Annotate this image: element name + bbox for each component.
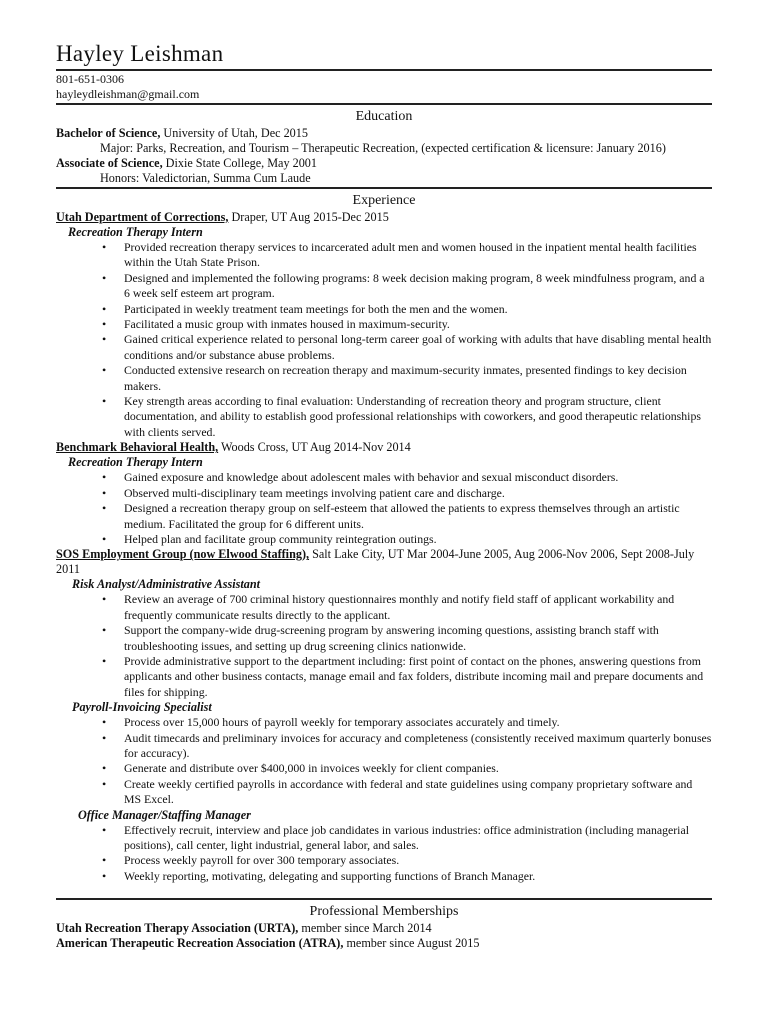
membership-detail: member since August 2015 <box>343 936 480 951</box>
job-bullet-list <box>56 470 712 547</box>
job-bullet-list <box>56 240 712 440</box>
job-bullet: • Designed and implemented the following programs: 8 week decision making program, 8 week mindfulness program, and a 6 week self esteem art program. <box>124 271 712 302</box>
contact-divider <box>56 103 712 105</box>
employer-detail: Draper, UT Aug 2015-Dec 2015 <box>228 210 389 224</box>
membership-org: American Therapeutic Recreation Association (ATRA), <box>56 936 344 951</box>
employer-name: Utah Department of Corrections, <box>56 210 229 224</box>
job-bullet: • Key strength areas according to final evaluation: Understanding of recreation theory and program structure, client documentation, and ability to establish good professional relationships with coworkers, and good therapeutic relationships with clients served. <box>124 394 712 440</box>
membership-org: Utah Recreation Therapy Association (URTA), <box>56 921 299 936</box>
employer-line <box>56 547 712 577</box>
job-bullet: • Process over 15,000 hours of payroll weekly for temporary associates accurately and timely. <box>124 715 712 730</box>
job-bullet: • Conducted extensive research on recreation therapy and maximum-security inmates, presented findings to key decision makers. <box>124 363 712 394</box>
experience-heading: Experience <box>352 193 416 208</box>
job-bullet: • Gained critical experience related to personal long-term career goal of working with adults that have disabling mental health conditions and/or substance abuse problems. <box>124 332 712 363</box>
job-bullet: • Gained exposure and knowledge about adolescent males with behavior and sexual misconduct disorders. <box>124 470 712 485</box>
job-bullet: • Create weekly certified payrolls in accordance with federal and state guidelines using company proprietary software and MS Excel. <box>124 777 712 808</box>
job-bullet: • Provided recreation therapy services to incarcerated adult men and women housed in the inpatient mental health facilities within the Utah State Prison. <box>124 240 712 271</box>
membership-detail: member since March 2014 <box>298 921 432 936</box>
email-address: hayleydleishman@gmail.com <box>56 87 200 101</box>
job-role: Office Manager/Staffing Manager <box>78 807 251 822</box>
education-divider <box>56 187 712 189</box>
employer-line <box>56 210 712 225</box>
membership-item <box>56 921 712 936</box>
employer-detail: Salt Lake City, UT Mar 2004-June 2005, Aug 2006-Nov 2006, Sept 2008-July 2011 <box>56 547 695 577</box>
bachelor-major: Major: Parks, Recreation, and Tourism – Therapeutic Recreation, (expected certification & licensure: January 2016) <box>100 141 666 155</box>
job-bullet-list <box>56 592 712 700</box>
memberships-heading: Professional Memberships <box>309 904 459 920</box>
associate-line <box>56 156 712 171</box>
job-bullet: • Facilitated a music group with inmates housed in maximum-security. <box>124 317 712 332</box>
bachelor-line <box>56 126 712 141</box>
job-bullet: • Audit timecards and preliminary invoices for accuracy and completeness (consistently received maximum quarterly bonuses for accuracy). <box>124 731 712 762</box>
bachelor-detail: University of Utah, Dec 2015 <box>160 126 308 140</box>
job-bullet-list <box>56 715 712 807</box>
job-bullet: • Weekly reporting, motivating, delegating and supporting functions of Branch Manager. <box>124 869 712 884</box>
employer-line <box>56 440 712 455</box>
job-bullet: • Helped plan and facilitate group community reintegration outings. <box>124 532 712 547</box>
experience-divider <box>56 898 712 900</box>
header-divider <box>56 69 712 71</box>
job-bullet: • Support the company-wide drug-screening program by answering incoming questions, assisting branch staff with troubleshooting issues, and setting up drug screening clinics nationwide. <box>124 623 712 654</box>
job-bullet: • Designed a recreation therapy group on self-esteem that allowed the patients to express themselves through an artistic medium. Facilitated the group for 6 different units. <box>124 501 712 532</box>
job-bullet: • Generate and distribute over $400,000 in invoices weekly for client companies. <box>124 761 712 776</box>
job-bullet: • Process weekly payroll for over 300 temporary associates. <box>124 853 712 868</box>
job-role: Payroll-Invoicing Specialist <box>72 700 212 715</box>
job-bullet: • Provide administrative support to the department including: first point of contact on the phones, answering questions from applicants and other business contacts, manage email and fax folders, distribute incoming mail and prepare documents and files for shipping. <box>124 654 712 700</box>
education-heading: Education <box>355 109 413 124</box>
job-bullet: • Participated in weekly treatment team meetings for both the men and the women. <box>124 302 712 317</box>
employer-detail: Woods Cross, UT Aug 2014-Nov 2014 <box>218 440 411 455</box>
applicant-name: Hayley Leishman <box>56 41 224 66</box>
job-role: Recreation Therapy Intern <box>68 455 203 470</box>
bachelor-degree: Bachelor of Science, <box>56 126 161 140</box>
job-bullet-list <box>56 823 712 885</box>
associate-detail: Dixie State College, May 2001 <box>162 156 317 170</box>
job-bullet: • Observed multi-disciplinary team meetings involving patient care and discharge. <box>124 486 712 501</box>
job-bullet: • Review an average of 700 criminal history questionnaires monthly and notify field staff of applicant workability and frequently communicate results directly to the applicant. <box>124 592 712 623</box>
phone-number: 801-651-0306 <box>56 72 124 86</box>
job-bullet: • Effectively recruit, interview and place job candidates in various industries: office administration (including managerial positions), call center, light industrial, general labor, and sales. <box>124 823 712 854</box>
employer-name: SOS Employment Group (now Elwood Staffing), <box>56 547 310 562</box>
employer-name: Benchmark Behavioral Health, <box>56 440 219 455</box>
job-role: Risk Analyst/Administrative Assistant <box>72 577 261 592</box>
job-role: Recreation Therapy Intern <box>68 225 203 239</box>
associate-degree: Associate of Science, <box>56 156 163 170</box>
associate-honors: Honors: Valedictorian, Summa Cum Laude <box>100 171 311 185</box>
membership-item <box>56 936 712 951</box>
